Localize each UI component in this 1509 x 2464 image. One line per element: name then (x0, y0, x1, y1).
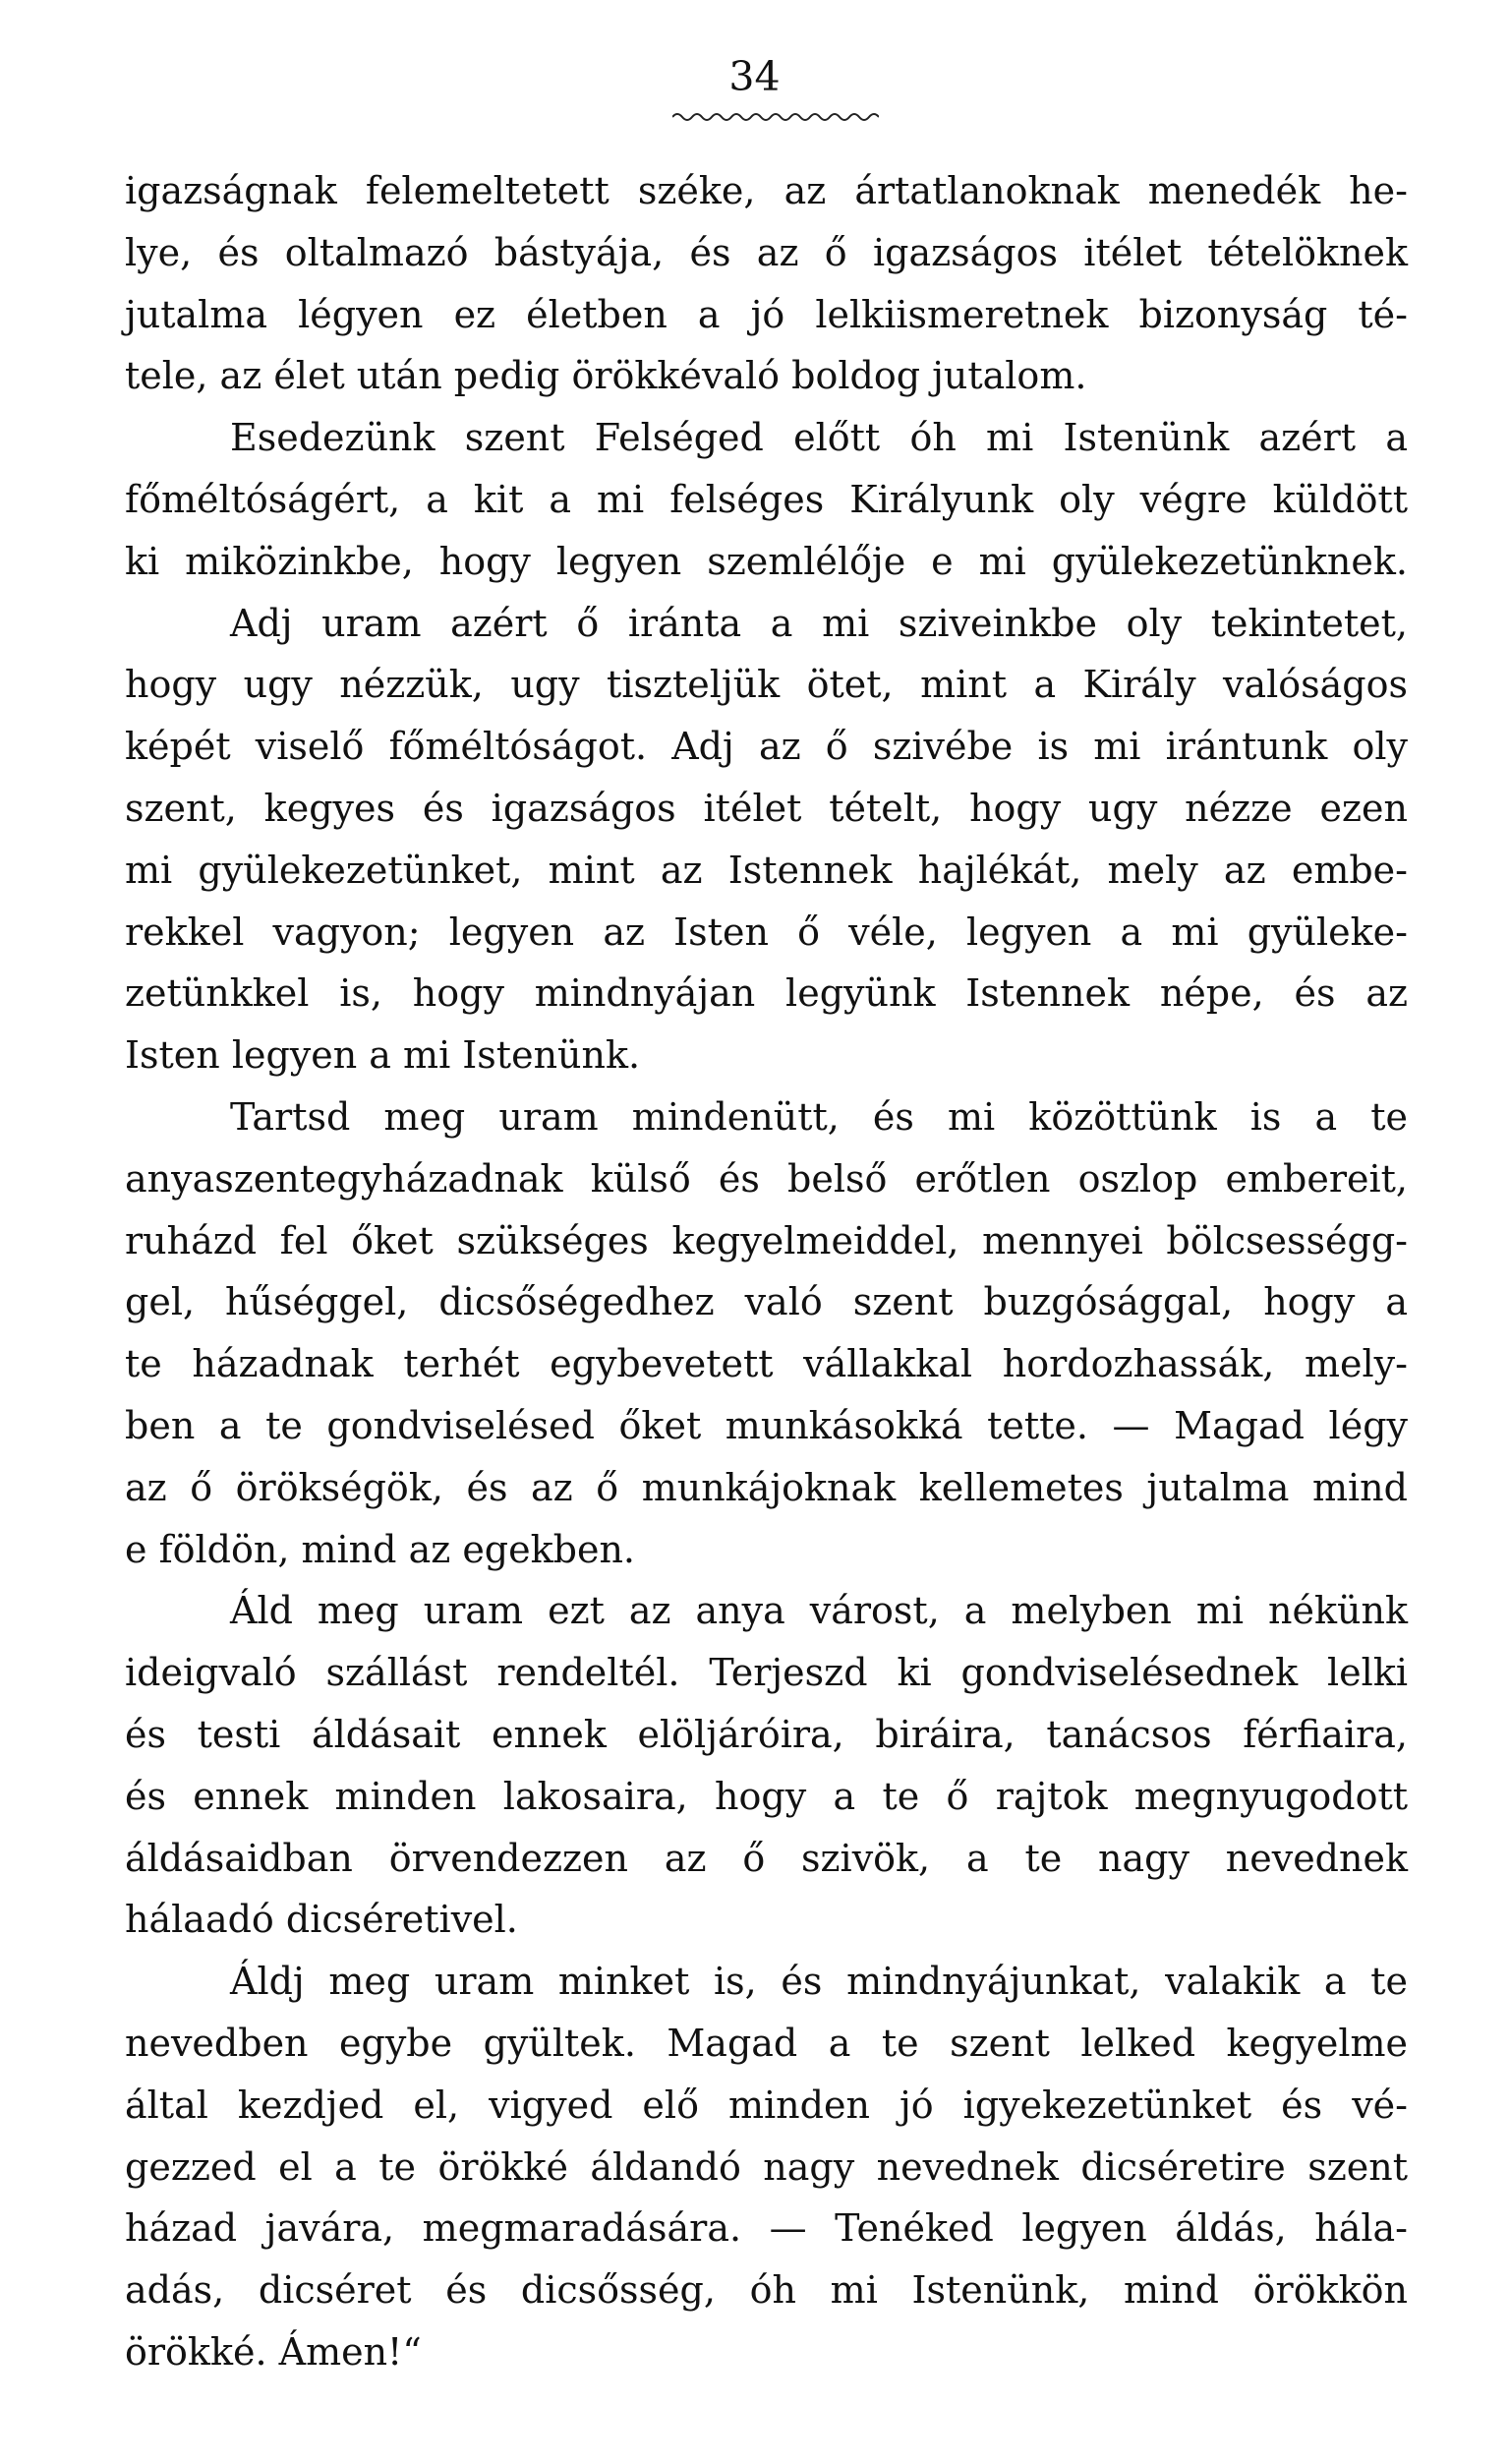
text-line: jutalma légyen ez életben a jó lelkiismeretnek bizonyság té- (125, 292, 1408, 336)
text-line: ruházd fel őket szükséges kegyelmeiddel, mennyei bölcsességg- (125, 1218, 1408, 1262)
text-line: és testi áldásait ennek elöljáróira, biráira, tanácsos férfiaira, (125, 1712, 1408, 1756)
text-line: ki miközinkbe, hogy legyen szemlélője e mi gyülekezetünknek. (125, 539, 1408, 583)
text-line: gezzed el a te örökké áldandó nagy nevednek dicséretire szent (125, 2144, 1408, 2189)
text-line: nevedben egybe gyültek. Magad a te szent lelked kegyelme (125, 2021, 1408, 2065)
text-line: mi gyülekezetünket, mint az Istennek hajlékát, mely az embe- (125, 848, 1408, 892)
page-number: 34 (728, 53, 781, 100)
text-line: Adj uram azért ő iránta a mi sziveinkbe oly tekintetet, (230, 601, 1408, 645)
text-line: Isten legyen a mi Istenünk. (125, 1033, 641, 1078)
text-line: az ő örökségök, és az ő munkájoknak kellemetes jutalma mind (125, 1465, 1408, 1509)
text-line: Tartsd meg uram mindenütt, és mi közöttünk is a te (230, 1094, 1408, 1139)
text-line: hogy ugy nézzük, ugy tiszteljük ötet, mint a Király valóságos (125, 663, 1408, 707)
text-line: te házadnak terhét egybevetett vállakkal hordozhassák, mely- (125, 1342, 1408, 1386)
text-line: hálaadó dicséretivel. (125, 1898, 518, 1942)
text-line: Áld meg uram ezt az anya várost, a melyben mi nékünk (230, 1589, 1408, 1633)
text-line: házad javára, megmaradására. — Tenéked legyen áldás, hála- (125, 2206, 1408, 2251)
text-line: gel, hűséggel, dicsőségedhez való szent buzgósággal, hogy a (125, 1280, 1408, 1324)
text-line: e földön, mind az egekben. (125, 1527, 636, 1571)
text-line: szent, kegyes és igazságos itélet tételt, hogy ugy nézze ezen (125, 786, 1408, 830)
text-line: örökké. Ámen!“ (125, 2329, 422, 2374)
text-line: képét viselő főméltóságot. Adj az ő szivébe is mi irántunk oly (125, 725, 1408, 769)
text-line: Esedezünk szent Felséged előtt óh mi Istenünk azért a (230, 416, 1408, 460)
text-line: által kezdjed el, vigyed elő minden jó igyekezetünket és vé- (125, 2083, 1408, 2127)
text-line: ben a te gondviselésed őket munkásokká tette. — Magad légy (125, 1403, 1408, 1447)
text-line: tele, az élet után pedig örökkévaló boldog jutalom. (125, 354, 1087, 398)
text-line: áldásaidban örvendezzen az ő szivök, a te nagy nevednek (125, 1836, 1408, 1880)
text-line: rekkel vagyon; legyen az Isten ő véle, legyen a mi gyüleke- (125, 909, 1408, 954)
wavy-rule-ornament (672, 110, 879, 124)
text-line: adás, dicséret és dicsősség, óh mi Istenünk, mind örökkön (125, 2268, 1408, 2313)
text-line: főméltóságért, a kit a mi felséges Királyunk oly végre küldött (125, 477, 1408, 521)
text-line: lye, és oltalmazó bástyája, és az ő igazságos itélet tételöknek (125, 230, 1408, 274)
text-line: igazságnak felemeltetett széke, az ártatlanoknak menedék he- (125, 169, 1408, 212)
text-line: anyaszentegyházadnak külső és belső erőtlen oszlop embereit, (125, 1156, 1408, 1201)
text-line: Áldj meg uram minket is, és mindnyájunkat, valakik a te (230, 1960, 1408, 2004)
text-line: zetünkkel is, hogy mindnyájan legyünk Istennek népe, és az (125, 971, 1408, 1016)
text-line: ideigvaló szállást rendeltél. Terjeszd ki gondviselésednek lelki (125, 1651, 1408, 1695)
body-text (125, 160, 1408, 2383)
text-line: és ennek minden lakosaira, hogy a te ő rajtok megnyugodott (125, 1774, 1408, 1818)
